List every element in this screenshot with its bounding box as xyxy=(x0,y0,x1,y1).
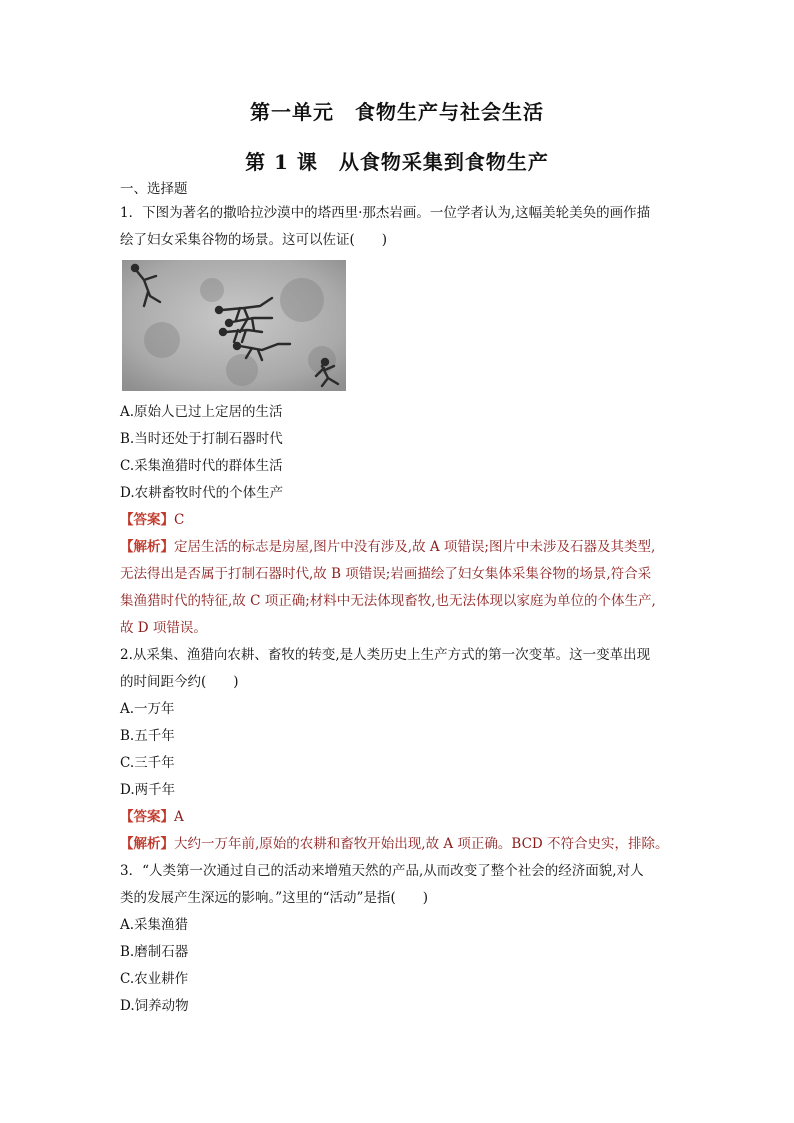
q2-option-a: A.一万年 xyxy=(120,701,175,717)
q1-analysis-line-2: 无法得出是否属于打制石器时代,故 B 项错误;岩画描绘了妇女集体采集谷物的场景,符合采 xyxy=(120,566,652,582)
unit-title: 第一单元 食物生产与社会生活 xyxy=(250,100,544,124)
answer-value: C xyxy=(174,512,185,528)
q3-stem-line-2: 类的发展产生深远的影响。”这里的“活动”是指( ) xyxy=(120,890,428,906)
q2-option-c: C.三千年 xyxy=(120,755,175,771)
q1-analysis-line-3: 集渔猎时代的特征,故 C 项正确;材料中无法体现畜牧,也无法体现以家庭为单位的个体生产, xyxy=(120,593,656,609)
q1-option-c: C.采集渔猎时代的群体生活 xyxy=(120,458,283,474)
q2-option-d: D.两千年 xyxy=(120,782,176,798)
q1-option-b: B.当时还处于打制石器时代 xyxy=(120,431,283,447)
analysis-tag: 【解析】 xyxy=(120,539,174,555)
question-body xyxy=(120,178,680,1020)
analysis-tag: 【解析】 xyxy=(120,836,174,852)
rock-painting-image xyxy=(122,260,346,391)
q1-option-a: A.原始人已过上定居的生活 xyxy=(120,404,283,420)
answer-tag: 【答案】 xyxy=(120,809,174,825)
analysis-text: 大约一万年前,原始的农耕和畜牧开始出现,故 A 项正确。BCD 不符合史实，排除。 xyxy=(174,836,669,852)
q3-option-d: D.饲养动物 xyxy=(120,998,189,1014)
analysis-text: 定居生活的标志是房屋,图片中没有涉及,故 A 项错误;图片中未涉及石器及其类型, xyxy=(174,539,656,555)
q1-option-d: D.农耕畜牧时代的个体生产 xyxy=(120,485,284,501)
lesson-title: 第 1 课 从食物采集到食物生产 xyxy=(245,150,549,174)
q3-option-a: A.采集渔猎 xyxy=(120,917,189,933)
q2-analysis-line-1 xyxy=(120,831,680,858)
section-heading: 一、选择题 xyxy=(120,181,188,197)
q1-answer xyxy=(120,507,680,534)
q2-stem-line-2: 的时间距今约( ) xyxy=(120,674,239,690)
q1-analysis-line-4: 故 D 项错误。 xyxy=(120,620,207,636)
q2-stem-line-1: 2.从采集、渔猎向农耕、畜牧的转变,是人类历史上生产方式的第一次变革。这一变革出现 xyxy=(120,647,651,663)
q2-answer xyxy=(120,804,680,831)
q3-option-c: C.农业耕作 xyxy=(120,971,189,987)
answer-tag: 【答案】 xyxy=(120,512,174,528)
q2-option-b: B.五千年 xyxy=(120,728,175,744)
q3-stem-line-1: 3．“人类第一次通过自己的活动来增殖天然的产品,从而改变了整个社会的经济面貌,对人 xyxy=(120,863,644,879)
answer-value: A xyxy=(174,809,184,825)
q1-analysis-line-1 xyxy=(120,534,680,561)
q1-stem-line-2: 绘了妇女采集谷物的场景。这可以佐证( ) xyxy=(120,232,388,248)
q1-stem-line-1: 1．下图为著名的撒哈拉沙漠中的塔西里·那杰岩画。一位学者认为,这幅美轮美奂的画作描 xyxy=(120,205,651,221)
q3-option-b: B.磨制石器 xyxy=(120,944,189,960)
